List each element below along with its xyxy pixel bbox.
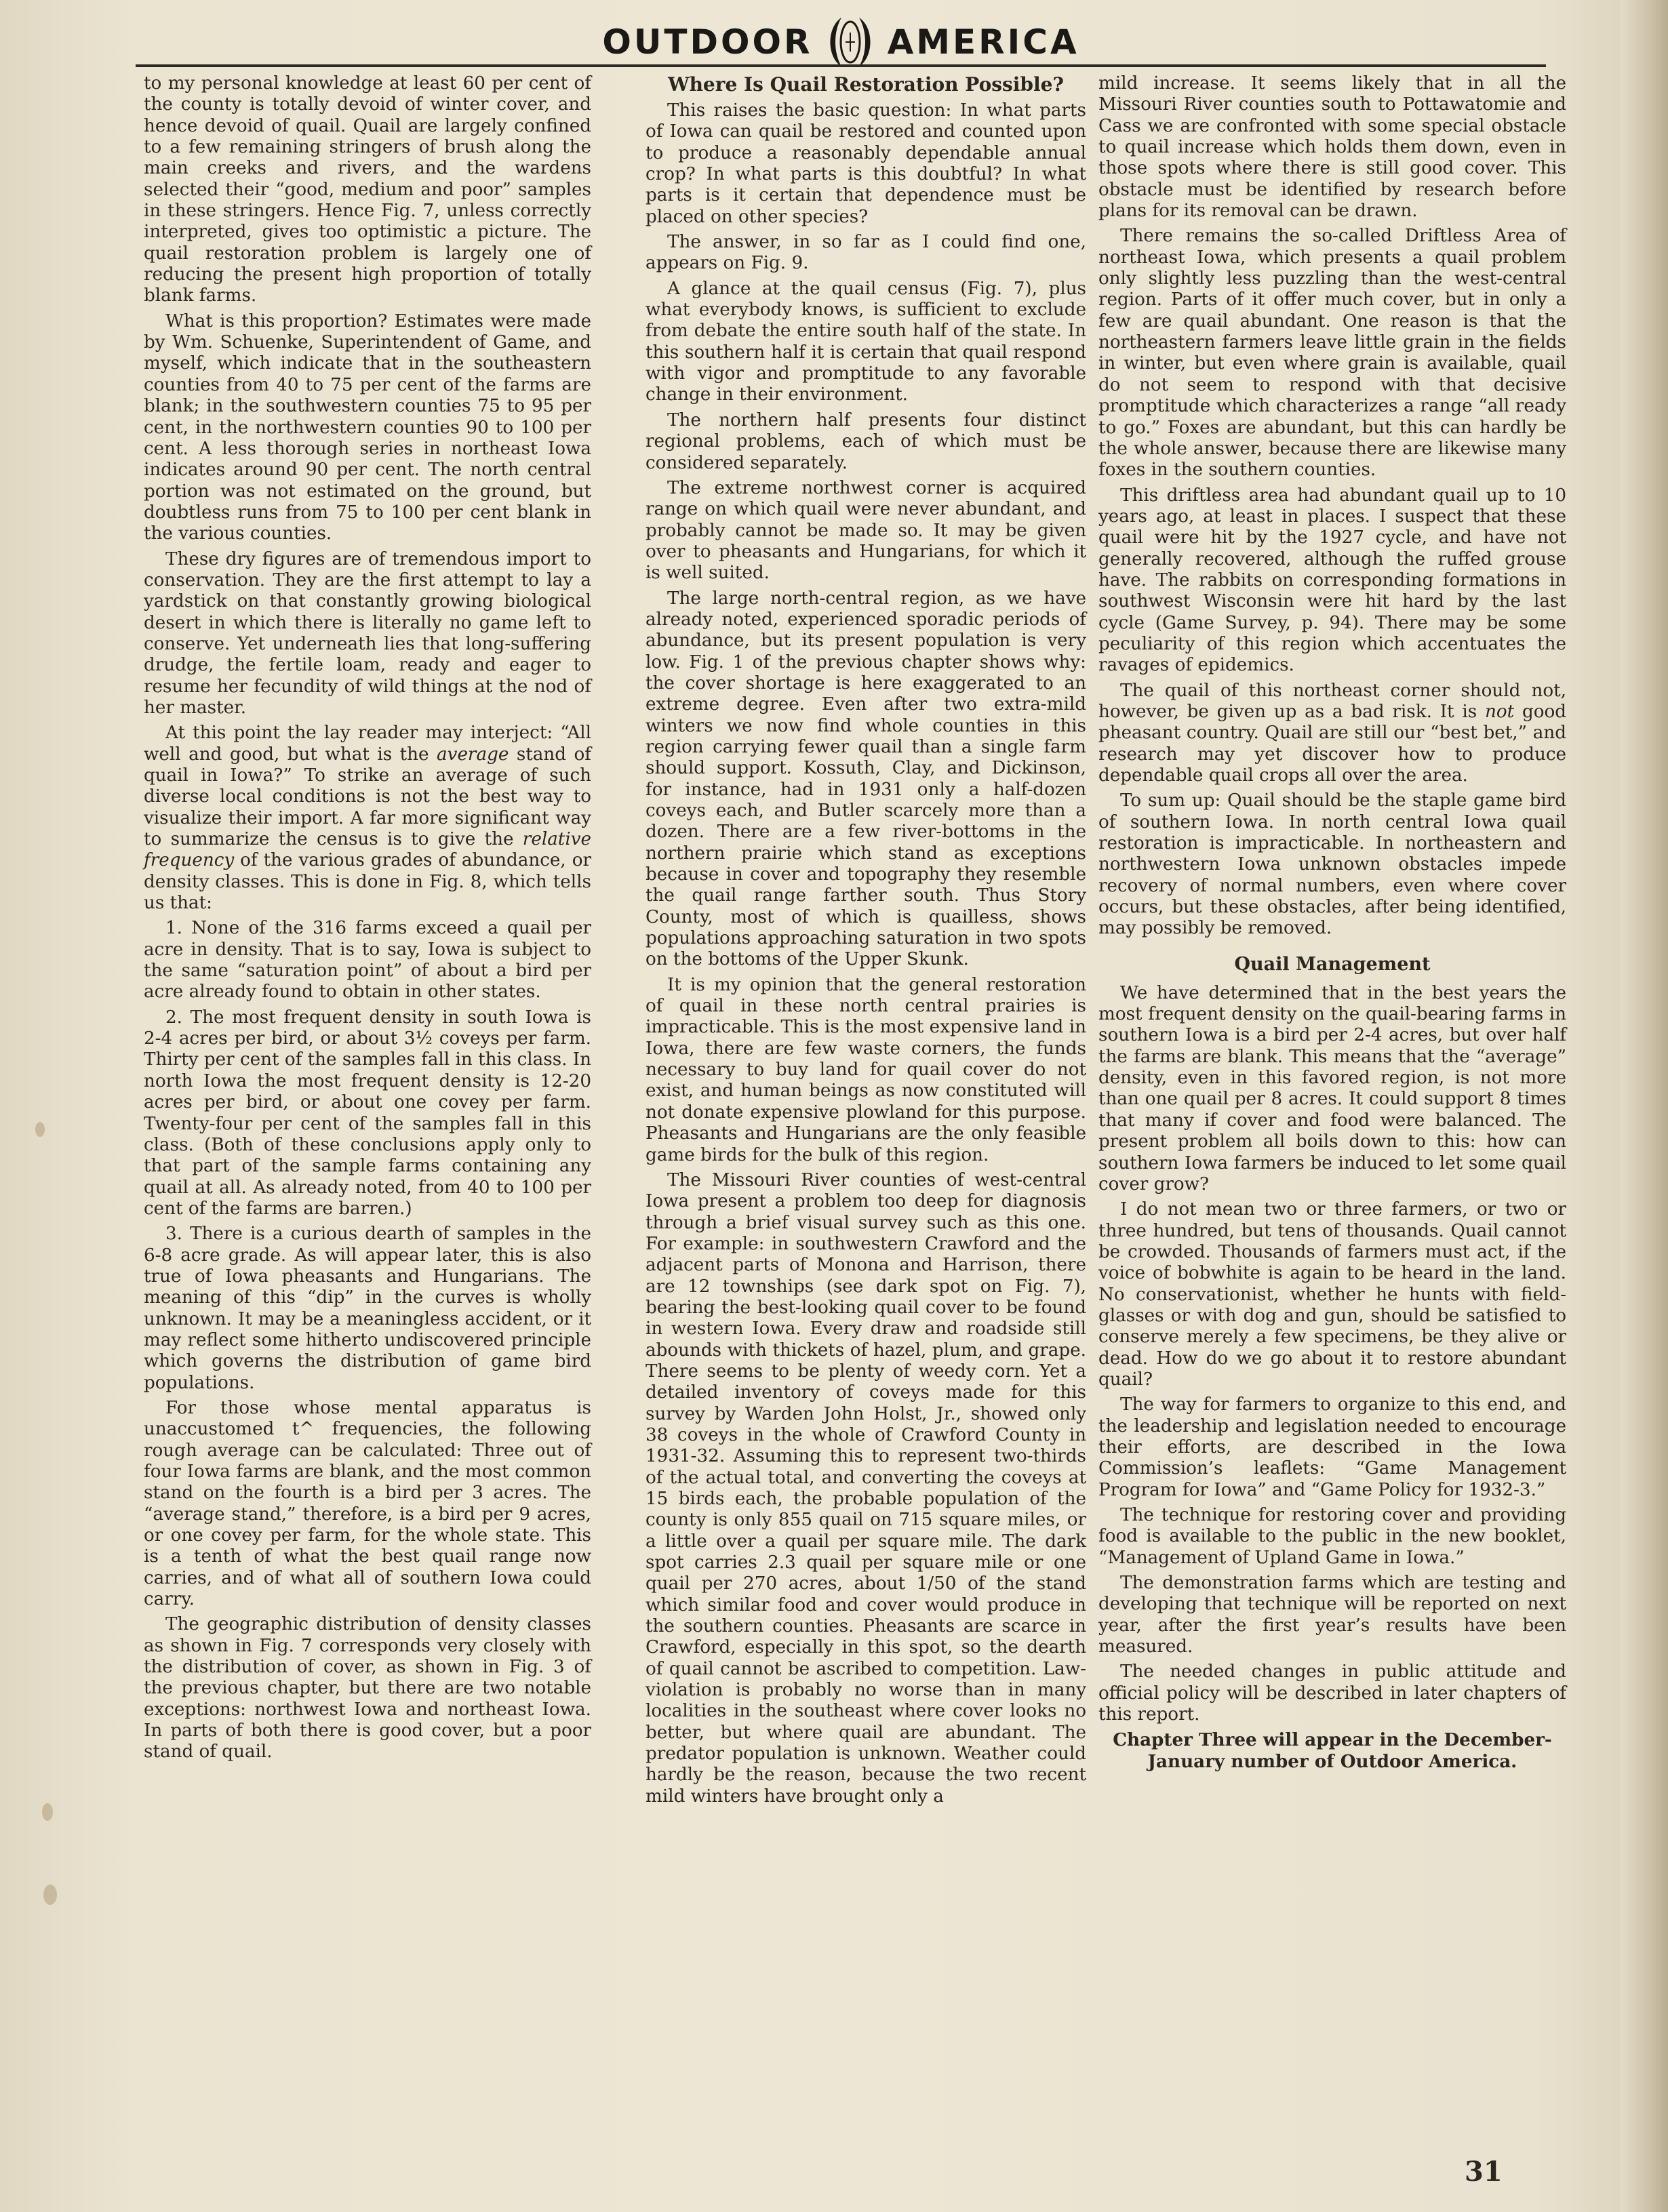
paragraph: There remains the so-called Driftless Area of northeast Iowa, which presents a quail problem only slightly less puzzling than the west-central region. Parts of it offer much cover, but in only a few are quail abundant. One reason is that the northeastern farmers leave little grain in the fields in winter, but even where grain is available, quail do not seem to respond with that decisive promptitude which characterizes a range “all ready to go.” Foxes are abundant, but this can hardly be the whole answer, because there are likewise many foxes in the southern counties. <box>1098 226 1566 481</box>
paragraph <box>1098 681 1566 787</box>
italic-text: not <box>1484 701 1515 722</box>
column-1 <box>144 73 591 1767</box>
section-heading: Quail Management <box>1234 953 1431 975</box>
page-spine-shadow <box>1621 0 1668 2212</box>
league-emblem-icon <box>821 15 879 69</box>
paragraph: The demonstration farms which are testing and developing that technique will be reported on next year, after the first year’s results have been measured. <box>1098 1573 1566 1657</box>
continuation-note: Chapter Three will appear in the December-January number of Outdoor America. <box>1113 1729 1552 1772</box>
text-run: At this point the lay reader may interject: “All well and good, but what is the <box>144 723 591 765</box>
masthead-rule <box>136 64 1546 67</box>
paragraph: What is this proportion? Estimates were made by Wm. Schuenke, Superintendent of Game, and myself, which indicate that in the southeastern counties from 40 to 75 per cent of the farms are blank; in the southwestern counties 75 to 95 per cent, in the northwestern counties 90 to 100 per cent. A less thorough series in northeast Iowa indicates around 90 per cent. The north central portion was not estimated on the ground, but doubtless runs from 75 to 100 per cent blank in the various counties. <box>144 310 591 544</box>
paragraph: For those whose mental apparatus is unaccustomed t^ frequencies, the following rough average can be calculated: Three out of four Iowa farms are blank, and the most common stand on the fourth is a bird per 3 acres. The “average stand,” therefore, is a bird per 9 acres, or one covey per farm, for the whole state. This is a tenth of what the best quail range now carries, and of what all of southern Iowa could carry. <box>144 1397 591 1610</box>
paragraph: 2. The most frequent density in south Iowa is 2-4 acres per bird, or about 3½ coveys per farm. Thirty per cent of the samples fall in this class. In north Iowa the most frequent density is 12-20 acres per bird, or about one covey per farm. Twenty-four per cent of the samples fall in this class. (Both of these conclusions apply only to that part of the sample farms containing any quail at all. As already noted, from 40 to 100 per cent of the farms are barren.) <box>144 1007 591 1219</box>
italic-text: relative frequency <box>144 829 591 871</box>
text-run: The quail of this northeast corner should not, however, be given up as a bad risk. It is <box>1098 680 1566 722</box>
paragraph: 1. None of the 316 farms exceed a quail per acre in density. That is to say, Iowa is subject to the same “saturation point” of about a bird per acre already found to obtain in other states. <box>144 918 591 1003</box>
text-run: good pheasant country. Quail are still our “best bet,” and research may yet discover how to produce dependable quail crops all over the area. <box>1098 701 1566 786</box>
paper-stain <box>42 1803 53 1821</box>
paragraph: to my personal knowledge at least 60 per cent of the county is totally devoid of winter cover, and hence devoid of quail. Quail are largely confined to a few remaining stringers of brush along the main creeks and rivers, and the wardens selected their “good, medium and poor” samples in these stringers. Hence Fig. 7, unless correctly interpreted, gives too optimistic a picture. The quail restoration problem is largely one of reducing the present high proportion of totally blank farms. <box>144 73 591 306</box>
text-run: of the various grades of abundance, or density classes. This is done in Fig. 8, which tells us that: <box>144 850 591 914</box>
paragraph: The geographic distribution of density classes as shown in Fig. 7 corresponds very closely with the distribution of cover, as shown in Fig. 3 of the previous chapter, but there are two notable exceptions: northwest Iowa and northeast Iowa. In parts of both there is good cover, but a poor stand of quail. <box>144 1614 591 1763</box>
masthead-title-left: OUTDOOR <box>602 22 813 62</box>
page-number: 31 <box>1465 2156 1503 2188</box>
paragraph: The needed changes in public attitude and official policy will be described in later chapters of this report. <box>1098 1662 1566 1725</box>
paragraph: The technique for restoring cover and providing food is available to the public in the new booklet, “Management of Upland Game in Iowa.” <box>1098 1505 1566 1568</box>
paragraph: We have determined that in the best years the most frequent density on the quail-bearing farms in southern Iowa is a bird per 2-4 acres, but over half the farms are blank. This means that the “average” density, even in this favored region, is not more than one quail per 8 acres. It could support 8 times that many if cover and food were balanced. The present problem all boils down to this: how can southern Iowa farmers be induced to let some quail cover grow? <box>1098 982 1566 1194</box>
paragraph: 3. There is a curious dearth of samples in the 6-8 acre grade. As will appear later, this is also true of Iowa pheasants and Hungarians. The meaning of this “dip” in the curves is wholly unknown. It may be a meaningless accident, or it may reflect some hitherto undiscovered principle which governs the distribution of game bird populations. <box>144 1224 591 1393</box>
paragraph: These dry figures are of tremendous import to conservation. They are the first attempt to lay a yardstick on that constantly growing biological desert in which there is literally no game left to conserve. Yet underneath lies that long-suffering drudge, the fertile loam, ready and eager to resume her fecundity of wild things at the nod of her master. <box>144 548 591 718</box>
paragraph: The Missouri River counties of west-central Iowa present a problem too deep for diagnosis through a brief visual survey such as this one. For example: in southwestern Crawford and the adjacent parts of Monona and Harrison, there are 12 townships (see dark spot on Fig. 7), bearing the best-looking quail cover to be found in western Iowa. Every draw and roadside still abounds with thickets of hazel, plum, and grape. There seems to be plenty of weedy corn. Yet a detailed inventory of coveys made for this survey by Warden John Holst, Jr., showed only 38 coveys in the whole of Crawford County in 1931-32. Assuming this to represent two-thirds of the actual total, and converting the coveys at 15 birds each, the probable population of the county is only 855 quail on 715 square miles, or a little over a quail per square mile. The dark spot carries 2.3 quail per square mile or one quail per 270 acres, about 1/50 of the stand which similar food and cover would produce in the southern counties. Pheasants are scarce in Crawford, especially in this spot, so the dearth of quail cannot be ascribed to competition. Law-violation is probably no worse than in many localities in the southeast where cover looks no better, but where quail are abundant. The predator population is unknown. Weather could hardly be the reason, because the two recent mild winters have brought only a <box>646 1169 1086 1807</box>
masthead <box>597 15 1085 69</box>
paragraph: To sum up: Quail should be the staple game bird of southern Iowa. In north central Iowa quail restoration is impracticable. In northeastern and northwestern Iowa unknown obstacles impede recovery of normal numbers, even where cover occurs, but these obstacles, after being identified, may possibly be removed. <box>1098 790 1566 939</box>
masthead-title-right: AMERICA <box>887 22 1079 62</box>
paragraph: The northern half presents four distinct regional problems, each of which must be considered separately. <box>646 409 1086 473</box>
paper-stain <box>43 1885 57 1905</box>
paragraph <box>144 723 591 914</box>
paragraph: This driftless area had abundant quail up to 10 years ago, at least in places. I suspect that these quail were hit by the 1927 cycle, and have not generally recovered, although the ruffed grouse have. The rabbits on corresponding formations in southwest Wisconsin were hit hard by the last cycle (Game Survey, p. 94). There may be some peculiarity of this region which accentuates the ravages of epidemics. <box>1098 485 1566 676</box>
paper-stain <box>35 1122 45 1137</box>
column-2 <box>646 73 1086 1811</box>
column-3 <box>1098 73 1566 1776</box>
section-heading: Where Is Quail Restoration Possible? <box>668 73 1064 96</box>
italic-text: average <box>437 744 509 765</box>
paragraph: mild increase. It seems likely that in all the Missouri River counties south to Pottawatomie and Cass we are confronted with some special obstacle to quail increase which holds them down, even in those spots where there is still good cover. This obstacle must be identified by research before plans for its removal can be drawn. <box>1098 73 1566 222</box>
paragraph: This raises the basic question: In what parts of Iowa can quail be restored and counted upon to produce a reasonably dependable annual crop? In what parts is this doubtful? In what parts is it certain that dependence must be placed on other species? <box>646 100 1086 227</box>
paragraph: The extreme northwest corner is acquired range on which quail were never abundant, and probably cannot be made so. It may be given over to pheasants and Hungarians, for which it is well suited. <box>646 477 1086 584</box>
text-run: stand of quail in Iowa?” To strike an average of such diverse local conditions is not the best way to visualize their import. A far more significant way to summarize the census is to give the <box>144 744 591 850</box>
paragraph: The answer, in so far as I could find one, appears on Fig. 9. <box>646 232 1086 274</box>
paragraph: I do not mean two or three farmers, or two or three hundred, but tens of thousands. Quail cannot be crowded. Thousands of farmers must act, if the voice of bobwhite is again to be heard in the land. No conservationist, whether he hunts with field-glasses or with dog and gun, should be satisfied to conserve merely a few specimens, be they alive or dead. How do we go about it to restore abundant quail? <box>1098 1199 1566 1390</box>
paragraph: It is my opinion that the general restoration of quail in these north central prairies is impracticable. This is the most expensive land in Iowa, there are few waste corners, the funds necessary to buy land for quail cover do not exist, and human beings as now constituted will not donate expensive plowland for this purpose. Pheasants and Hungarians are the only feasible game birds for the bulk of this region. <box>646 974 1086 1165</box>
paragraph: The way for farmers to organize to this end, and the leadership and legislation needed to encourage their efforts, are described in the Iowa Commission’s leaflets: “Game Management Program for Iowa” and “Game Policy for 1932-3.” <box>1098 1394 1566 1500</box>
paragraph: The large north-central region, as we have already noted, experienced sporadic periods of abundance, but its present population is very low. Fig. 1 of the previous chapter shows why: the cover shortage is here exaggerated to an extreme degree. Even after two extra-mild winters we now find whole counties in this region carrying fewer quail than a single farm should support. Kossuth, Clay, and Dickinson, for instance, had in 1931 only a half-dozen coveys each, and Butler scarcely more than a dozen. There are a few river-bottoms in the northern prairie which stand as exceptions because in cover and topography they resemble the quail range farther south. Thus Story County, most of which is quailless, shows populations approaching saturation in two spots on the bottoms of the Upper Skunk. <box>646 588 1086 970</box>
paragraph: A glance at the quail census (Fig. 7), plus what everybody knows, is sufficient to exclude from debate the entire south half of the state. In this southern half it is certain that quail respond with vigor and promptitude to any favorable change in their environment. <box>646 278 1086 405</box>
